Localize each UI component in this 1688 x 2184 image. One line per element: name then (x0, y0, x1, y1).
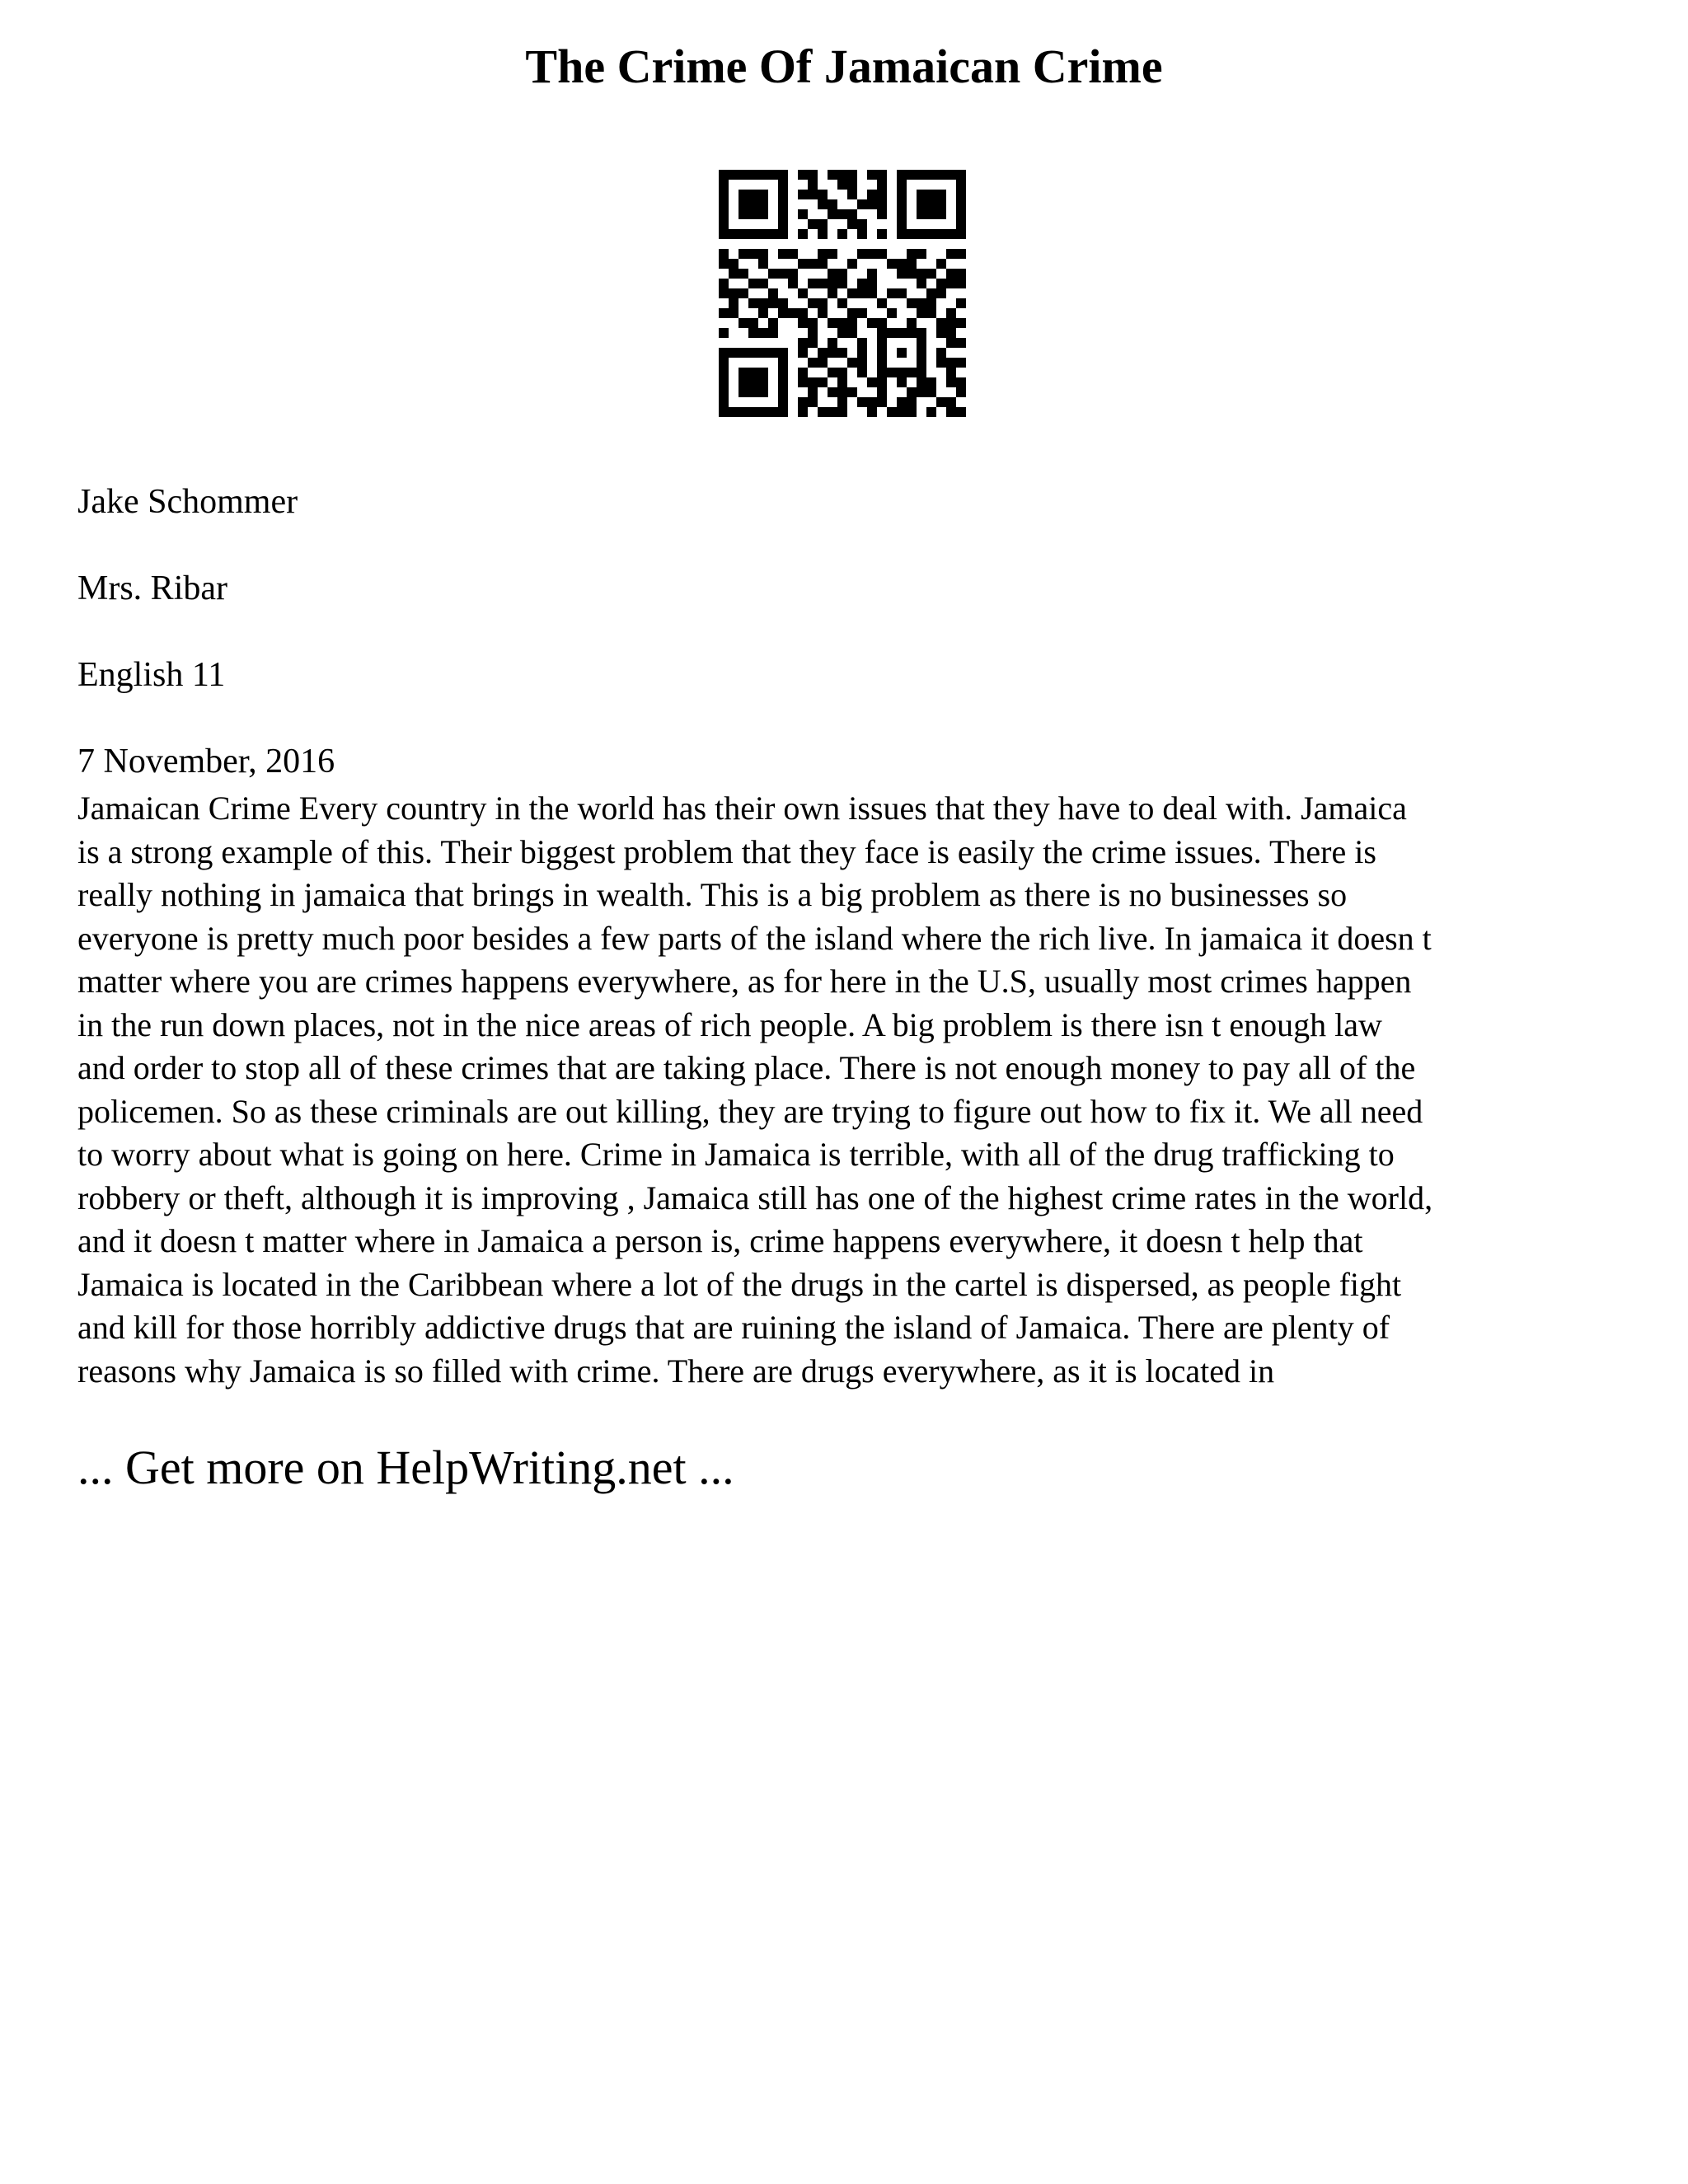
document-title: The Crime Of Jamaican Crime (525, 40, 1163, 93)
essay-line: and order to stop all of these crimes that are taking place. There is not enough money to pay all of the (77, 1049, 1416, 1086)
qr-code-icon (719, 170, 966, 417)
essay-line: in the run down places, not in the nice areas of rich people. A big problem is there isn t enough law (77, 1005, 1382, 1043)
essay-line: policemen. So as these criminals are out killing, they are trying to figure out how to fix it. We all need (77, 1092, 1423, 1130)
course-name: English 11 (77, 656, 226, 694)
get-more-link[interactable]: ... Get more on HelpWriting.net ... (77, 1441, 734, 1494)
document-date: 7 November, 2016 (77, 743, 335, 780)
essay-line: robbery or theft, although it is improving , Jamaica still has one of the highest crime rates in the world, (77, 1179, 1433, 1216)
essay-line: to worry about what is going on here. Crime in Jamaica is terrible, with all of the drug trafficking to (77, 1136, 1395, 1173)
essay-line: and it doesn t matter where in Jamaica a person is, crime happens everywhere, it doesn t help that (77, 1222, 1363, 1259)
essay-line: and kill for those horribly addictive drugs that are ruining the island of Jamaica. There are plenty of (77, 1309, 1390, 1346)
essay-line: Jamaican Crime Every country in the world has their own issues that they have to deal with. Jamaica (77, 790, 1407, 827)
essay-line: really nothing in jamaica that brings in wealth. This is a big problem as there is no businesses so (77, 876, 1348, 913)
author-name: Jake Schommer (77, 483, 298, 521)
essay-line: matter where you are crimes happens everywhere, as for here in the U.S, usually most crimes happen (77, 963, 1412, 1000)
essay-body (77, 787, 1611, 1393)
essay-line: everyone is pretty much poor besides a few parts of the island where the rich live. In jamaica it doesn t (77, 919, 1432, 957)
essay-line: is a strong example of this. Their biggest problem that they face is easily the crime issues. There is (77, 832, 1376, 870)
essay-line: Jamaica is located in the Caribbean where a lot of the drugs in the cartel is dispersed, as people fight (77, 1265, 1402, 1303)
essay-line: reasons why Jamaica is so filled with crime. There are drugs everywhere, as it is located in (77, 1352, 1275, 1390)
teacher-name: Mrs. Ribar (77, 569, 227, 607)
